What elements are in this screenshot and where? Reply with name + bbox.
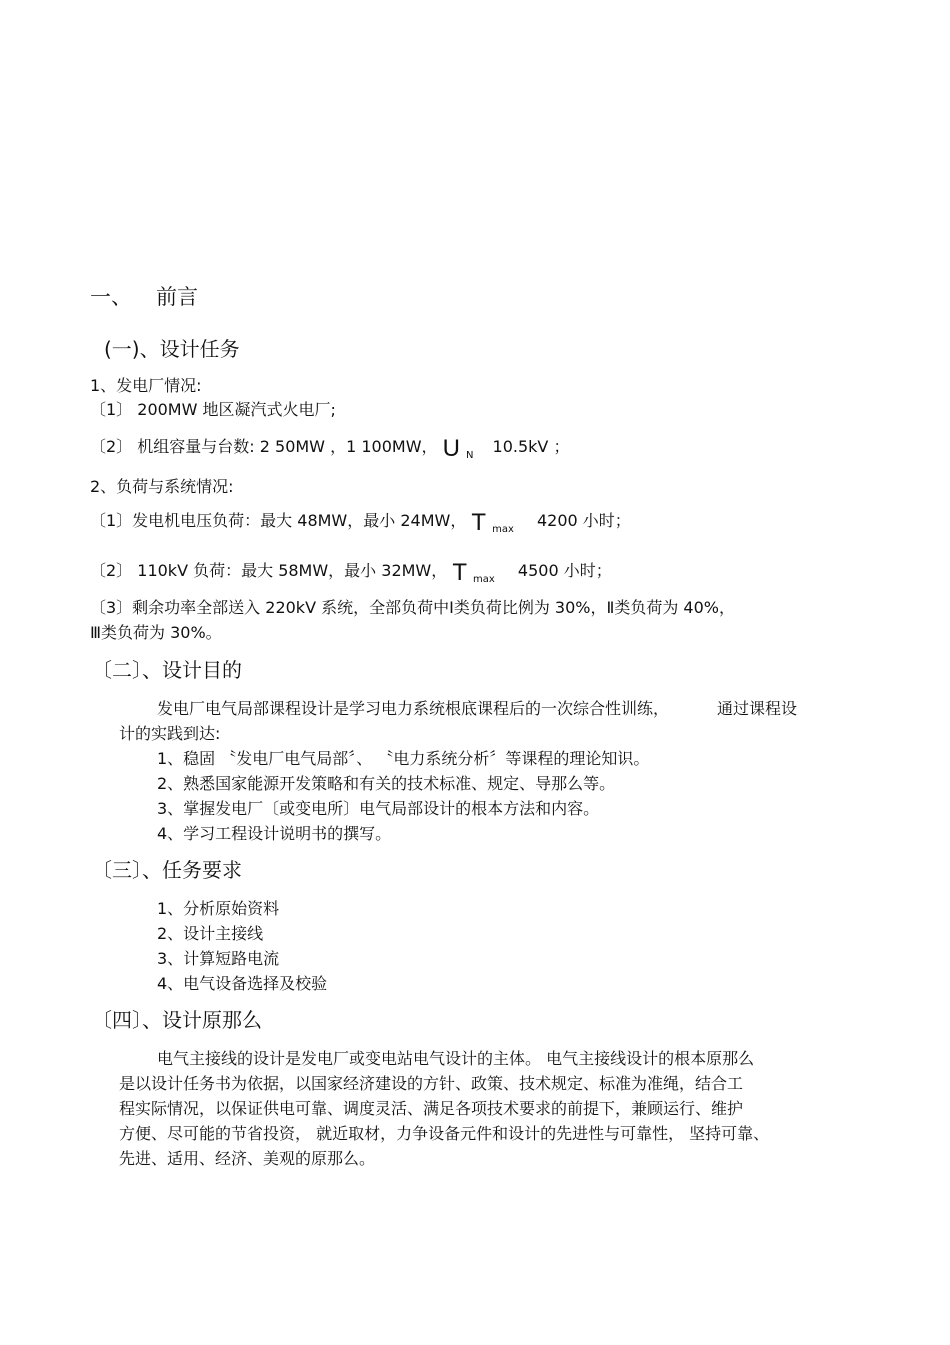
requirement-item-2: 2、设计主接线 <box>157 924 264 943</box>
requirement-item-3: 3、计算短路电流 <box>157 949 280 968</box>
voltage-subscript: N <box>465 450 474 461</box>
requirement-item-4: 4、电气设备选择及校验 <box>157 974 328 993</box>
subsection-heading-requirements: 〔三〕、任务要求 <box>92 858 242 882</box>
load-info-item-3-line-2: Ⅲ类负荷为 30%。 <box>90 623 222 642</box>
subsection-heading-principles: 〔四〕、设计原那么 <box>92 1008 262 1032</box>
purpose-item-1: 1、稳固 〝发电厂电气局部〞、 〝电力系统分析〞等课程的理论知识。 <box>157 749 650 768</box>
tmax-symbol: T <box>452 559 468 586</box>
section-number: 一、 <box>90 285 132 309</box>
principles-line-1: 电气主接线的设计是发电厂或变电站电气设计的主体。 电气主接线设计的根本原那么 <box>157 1049 755 1068</box>
purpose-intro-line-2: 计的实践到达: <box>119 724 221 743</box>
purpose-intro-text: 发电厂电气局部课程设计是学习电力系统根底课程后的一次综合性训练， <box>157 699 670 718</box>
tmax-subscript: max <box>473 574 495 585</box>
load-info-item-2 <box>90 559 612 584</box>
principles-line-2: 是以设计任务书为依据，以国家经济建设的方针、政策、技术规定、标准为准绳，结合工 <box>119 1074 744 1093</box>
load-info-title: 2、负荷与系统情况: <box>90 477 234 496</box>
tmax-value: 4200 小时； <box>536 511 631 530</box>
section-title: 前言 <box>156 285 198 309</box>
voltage-symbol: U <box>442 435 460 462</box>
subsection-heading-purpose: 〔二〕、设计目的 <box>92 658 242 682</box>
load-info-item-1 <box>90 509 631 534</box>
purpose-item-3: 3、掌握发电厂〔或变电所〕电气局部设计的根本方法和内容。 <box>157 799 600 818</box>
requirement-item-1: 1、分析原始资料 <box>157 899 280 918</box>
purpose-item-2: 2、熟悉国家能源开发策略和有关的技术标准、规定、导那么等。 <box>157 774 616 793</box>
tmax-symbol: T <box>471 509 487 536</box>
generator-load-text: 〔1〕发电机电压负荷：最大 48MW，最小 24MW， <box>90 511 467 530</box>
purpose-intro-text-end: 通过课程设 <box>717 699 798 718</box>
tmax-value: 4500 小时； <box>517 561 612 580</box>
section-heading-preface <box>90 284 198 310</box>
unit-capacity-text: 〔2〕 机组容量与台数: 2 50MW ，1 100MW， <box>90 437 438 456</box>
load-info-item-3-line-1: 〔3〕剩余功率全部送入 220kV 系统，全部负荷中Ⅰ类负荷比例为 30%，Ⅱ类负荷为 40%， <box>90 598 735 617</box>
principles-line-3: 程实际情况，以保证供电可靠、调度灵活、满足各项技术要求的前提下，兼顾运行、维护 <box>119 1099 744 1118</box>
plant-info-item-1: 〔1〕 200MW 地区凝汽式火电厂; <box>90 400 336 419</box>
purpose-item-4: 4、学习工程设计说明书的撰写。 <box>157 824 392 843</box>
purpose-intro-line-1 <box>157 699 797 719</box>
subsection-heading-task: (一)、设计任务 <box>104 337 240 361</box>
voltage-value: 10.5kV ； <box>492 437 570 456</box>
tmax-subscript: max <box>492 524 514 535</box>
plant-info-title: 1、发电厂情况: <box>90 376 202 395</box>
plant-info-item-2 <box>90 435 569 460</box>
principles-line-4: 方便、尽可能的节省投资， 就近取材，力争设备元件和设计的先进性与可靠性， 坚持可靠、 <box>119 1124 770 1143</box>
principles-line-5: 先进、适用、经济、美观的原那么。 <box>119 1149 376 1168</box>
110kv-load-text: 〔2〕 110kV 负荷：最大 58MW，最小 32MW， <box>90 561 448 580</box>
